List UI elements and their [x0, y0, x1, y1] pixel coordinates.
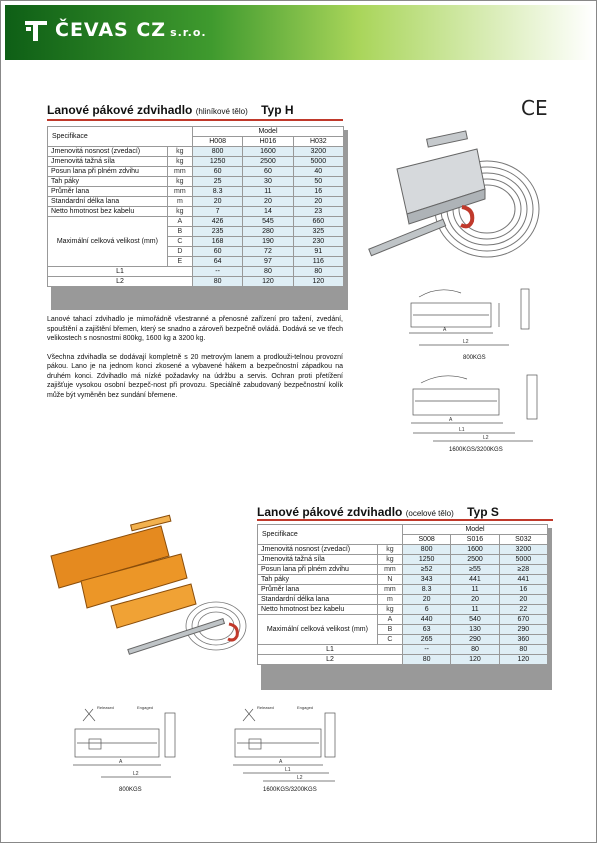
engaged-label: Engaged [137, 705, 154, 710]
extra-row [48, 277, 344, 287]
size-value: 64 [192, 257, 242, 267]
svg-text:L1: L1 [285, 767, 291, 773]
hoist-s-photo [41, 516, 251, 656]
row-label: Jmenovitá tažná síla [48, 157, 168, 167]
size-value: 290 [451, 635, 499, 645]
row-value: 5000 [499, 555, 547, 565]
lever-handle [369, 219, 446, 255]
model-header: Model [192, 127, 343, 137]
row-value: 1600 [243, 147, 293, 157]
row-value: 60 [243, 167, 293, 177]
logo-text: ČEVAS CZ s.r.o. [55, 19, 207, 41]
section-s-underline [257, 519, 553, 521]
size-value: 190 [243, 237, 293, 247]
extra-value: 80 [451, 645, 499, 655]
header-banner [5, 5, 594, 60]
size-value: 97 [243, 257, 293, 267]
table-row [48, 157, 344, 167]
size-value: 91 [293, 247, 343, 257]
row-value: 7 [192, 207, 242, 217]
size-letter: C [167, 237, 192, 247]
diagram-caption-1600-3200-s: 1600KGS/3200KGS [263, 787, 317, 793]
extra-label: L2 [258, 655, 403, 665]
size-value: 235 [192, 227, 242, 237]
table-header-row [258, 525, 548, 535]
row-value: 16 [499, 585, 547, 595]
row-value: 3200 [293, 147, 343, 157]
size-value: 360 [499, 635, 547, 645]
size-value: 290 [499, 625, 547, 635]
row-value: 20 [192, 197, 242, 207]
svg-text:A: A [443, 327, 447, 333]
row-value: 3200 [499, 545, 547, 555]
size-letter: B [377, 625, 402, 635]
extra-value: -- [192, 267, 242, 277]
table-row [48, 207, 344, 217]
description-text [47, 315, 343, 409]
row-unit: kg [167, 207, 192, 217]
row-value: 8.3 [402, 585, 450, 595]
row-value: 50 [293, 177, 343, 187]
extra-row [258, 645, 548, 655]
row-label: Jmenovitá nosnost (zvedací) [48, 147, 168, 157]
section-h-title: Lanové pákové zdvihadlo (hliníkové tělo) Typ H [47, 103, 294, 117]
table-row [48, 187, 344, 197]
row-label: Posun lana při plném zdvihu [258, 565, 378, 575]
size-value: 426 [192, 217, 242, 227]
svg-text:A: A [449, 417, 453, 423]
released-label: Released [97, 705, 114, 710]
dimension-diagram-1600-3200-s [223, 701, 353, 791]
row-unit: mm [377, 565, 402, 575]
row-label: Standardní délka lana [258, 595, 378, 605]
row-value: 441 [451, 575, 499, 585]
row-label: Tah páky [258, 575, 378, 585]
table-row [48, 147, 344, 157]
row-value: 8.3 [192, 187, 242, 197]
extra-label: L1 [258, 645, 403, 655]
row-label: Tah páky [48, 177, 168, 187]
row-value: 2500 [451, 555, 499, 565]
row-value: 40 [293, 167, 343, 177]
extra-value: 120 [499, 655, 547, 665]
extra-value: 120 [243, 277, 293, 287]
model-name: S016 [451, 535, 499, 545]
table-row [258, 595, 548, 605]
row-label: Jmenovitá nosnost (zvedací) [258, 545, 378, 555]
row-unit: kg [167, 177, 192, 187]
row-unit: N [377, 575, 402, 585]
dimension-diagram-800-s [61, 701, 191, 791]
ce-mark: CE [521, 96, 548, 120]
size-letter: C [377, 635, 402, 645]
logo-mark-icon [23, 17, 49, 43]
size-letter: D [167, 247, 192, 257]
extra-row [48, 267, 344, 277]
row-value: ≥55 [451, 565, 499, 575]
extra-label: L2 [48, 277, 193, 287]
extra-label: L1 [48, 267, 193, 277]
row-value: ≥52 [402, 565, 450, 575]
row-value: 1250 [402, 555, 450, 565]
size-value: 660 [293, 217, 343, 227]
row-value: 343 [402, 575, 450, 585]
row-label: Netto hmotnost bez kabelu [48, 207, 168, 217]
size-value: 130 [451, 625, 499, 635]
size-letter: B [167, 227, 192, 237]
table-row [258, 585, 548, 595]
model-name: H016 [243, 137, 293, 147]
extra-value: 80 [293, 267, 343, 277]
row-value: 5000 [293, 157, 343, 167]
released-label: Released [257, 705, 274, 710]
size-value: 545 [243, 217, 293, 227]
row-value: 11 [451, 585, 499, 595]
diagram-caption-800-h: 800KGS [463, 355, 486, 361]
row-value: 30 [243, 177, 293, 187]
model-name: S008 [402, 535, 450, 545]
size-value: 230 [293, 237, 343, 247]
extra-value: 80 [192, 277, 242, 287]
table-row [258, 555, 548, 565]
size-value: 116 [293, 257, 343, 267]
section-s-title: Lanové pákové zdvihadlo (ocelové tělo) Typ S [257, 505, 499, 519]
company-logo [23, 17, 207, 43]
svg-text:L1: L1 [459, 427, 465, 433]
size-value: 265 [402, 635, 450, 645]
row-value: 23 [293, 207, 343, 217]
table-row [258, 575, 548, 585]
model-name: H032 [293, 137, 343, 147]
row-value: 6 [402, 605, 450, 615]
table-row [48, 197, 344, 207]
row-label: Posun lana při plném zdvihu [48, 167, 168, 177]
svg-text:L2: L2 [463, 339, 469, 345]
row-unit: m [167, 197, 192, 207]
size-value: 60 [192, 247, 242, 257]
size-value: 72 [243, 247, 293, 257]
size-value: 670 [499, 615, 547, 625]
size-letter: E [167, 257, 192, 267]
description-paragraph-1: Lanové tahací zdvihadlo je mimořádně všestranné a přenosné zařízení pro tažení, zvedání, spouštění a zajištění břemen, který se snadno a zároveň bezpečně ovládá. Dodává se ve třech velikostech s nosnostmi 800kg, 1600 kg a 3200 kg. [47, 316, 343, 342]
dimension-diagram-800-h [399, 283, 539, 363]
size-row [258, 615, 548, 625]
size-letter: A [167, 217, 192, 227]
row-value: 22 [499, 605, 547, 615]
spec-header: Specifikace [258, 525, 403, 545]
table-row [258, 545, 548, 555]
row-label: Standardní délka lana [48, 197, 168, 207]
size-value: 440 [402, 615, 450, 625]
row-value: 20 [402, 595, 450, 605]
row-value: 20 [499, 595, 547, 605]
size-value: 63 [402, 625, 450, 635]
row-value: 11 [451, 605, 499, 615]
svg-text:L2: L2 [483, 435, 489, 441]
spec-header: Specifikace [48, 127, 193, 147]
row-unit: kg [167, 157, 192, 167]
row-unit: mm [377, 585, 402, 595]
row-unit: kg [377, 555, 402, 565]
model-name: S032 [499, 535, 547, 545]
row-unit: mm [167, 167, 192, 177]
row-unit: kg [377, 545, 402, 555]
row-unit: mm [167, 187, 192, 197]
extra-row [258, 655, 548, 665]
row-label: Průměr lana [48, 187, 168, 197]
row-value: 1600 [451, 545, 499, 555]
row-value: 800 [192, 147, 242, 157]
hoist-h-photo [367, 129, 547, 269]
extra-value: 80 [499, 645, 547, 655]
row-value: ≥28 [499, 565, 547, 575]
table-header-row [48, 127, 344, 137]
svg-text:L2: L2 [297, 775, 303, 781]
extra-value: 120 [451, 655, 499, 665]
row-value: 800 [402, 545, 450, 555]
row-value: 441 [499, 575, 547, 585]
row-value: 60 [192, 167, 242, 177]
row-unit: kg [377, 605, 402, 615]
row-label: Jmenovitá tažná síla [258, 555, 378, 565]
extra-value: -- [402, 645, 450, 655]
size-value: 325 [293, 227, 343, 237]
diagram-caption-800-s: 800KGS [119, 787, 142, 793]
row-label: Průměr lana [258, 585, 378, 595]
spec-table-h [47, 126, 344, 287]
size-label: Maximální celková velikost (mm) [258, 615, 378, 645]
size-value: 540 [451, 615, 499, 625]
size-letter: A [377, 615, 402, 625]
extra-value: 120 [293, 277, 343, 287]
size-row [48, 217, 344, 227]
diagram-caption-1600-3200-h: 1600KGS/3200KGS [449, 447, 503, 453]
row-value: 14 [243, 207, 293, 217]
description-paragraph-2: Všechna zdvihadla se dodávají kompletně s 20 metrovým lanem a prodlouži-telnou provozní pákou. Lano je na jednom konci zkosené a vybavené hákem a bezpečnostní západkou na druhém konci. Zdvihadlo má nízké požadavky na údržbu a servis. Ochran proti přetížení zajišťuje vysokou osobní bezpeč-nost při provozu. Speciálně zabudovaný bezpečnostní kolík může být vyměněn bez sundání břemene. [47, 353, 343, 399]
model-name: H008 [192, 137, 242, 147]
row-value: 11 [243, 187, 293, 197]
row-unit: kg [167, 147, 192, 157]
table-row [48, 177, 344, 187]
hook-icon [461, 207, 472, 226]
engaged-label: Engaged [297, 705, 314, 710]
extra-value: 80 [402, 655, 450, 665]
svg-text:A: A [279, 759, 283, 765]
spec-table-s [257, 524, 548, 665]
row-value: 20 [451, 595, 499, 605]
section-h-underline [47, 119, 343, 121]
row-value: 2500 [243, 157, 293, 167]
row-value: 25 [192, 177, 242, 187]
extra-value: 80 [243, 267, 293, 277]
table-row [258, 565, 548, 575]
size-value: 280 [243, 227, 293, 237]
row-value: 20 [243, 197, 293, 207]
model-header: Model [402, 525, 547, 535]
row-unit: m [377, 595, 402, 605]
size-value: 168 [192, 237, 242, 247]
size-label: Maximální celková velikost (mm) [48, 217, 168, 267]
lever-handle [128, 619, 225, 655]
dimension-diagram-1600-3200-h [403, 371, 548, 451]
svg-text:L2: L2 [133, 771, 139, 777]
table-row [258, 605, 548, 615]
row-value: 20 [293, 197, 343, 207]
row-value: 1250 [192, 157, 242, 167]
row-value: 16 [293, 187, 343, 197]
svg-text:A: A [119, 759, 123, 765]
table-row [48, 167, 344, 177]
row-label: Netto hmotnost bez kabelu [258, 605, 378, 615]
